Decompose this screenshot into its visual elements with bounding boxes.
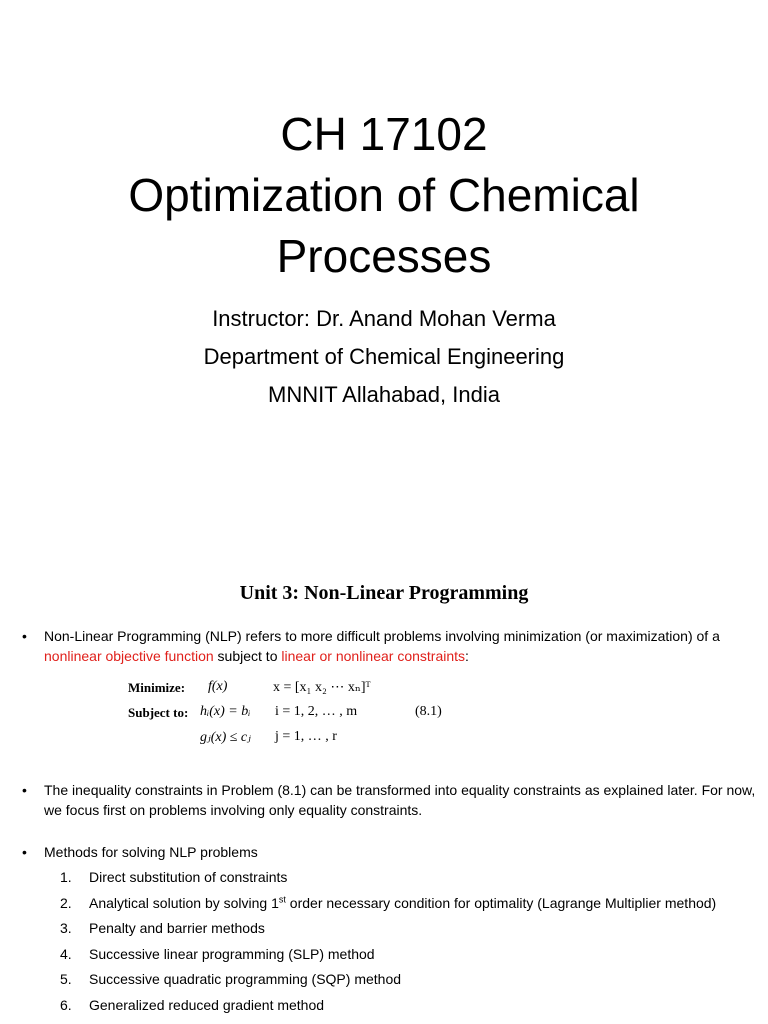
equality-constraint: hᵢ(x) = bᵢ xyxy=(200,704,251,719)
equality-range: i = 1, 2, … , m xyxy=(275,704,358,719)
content-slide xyxy=(0,512,768,1024)
equation-number: (8.1) xyxy=(415,704,442,719)
institute-line: MNNIT Allahabad, India xyxy=(268,382,500,407)
list-item-number: 4. xyxy=(60,946,72,962)
course-name-line-2: Processes xyxy=(276,230,492,282)
list-item-number: 3. xyxy=(60,920,72,936)
bullet-icon: • xyxy=(22,844,27,860)
objective-highlight: nonlinear objective function xyxy=(44,648,214,664)
bullet-icon: • xyxy=(22,628,27,644)
list-item-number: 2. xyxy=(60,895,72,911)
nlp-definition: Non-Linear Programming (NLP) refers to more difficult problems involving minimization (or maximization) of a nonlinear objective function subject to linear or nonlinear constraints: xyxy=(44,628,720,664)
nlp-formulation xyxy=(128,674,458,752)
decision-vector: x = [x₁ x₂ ⋯ xₙ]ᵀ xyxy=(273,680,371,695)
list-item-number: 5. xyxy=(60,971,72,987)
bullet-icon: • xyxy=(22,782,27,798)
list-item: Generalized reduced gradient method xyxy=(89,997,325,1013)
list-item: Analytical solution by solving 1st order necessary condition for optimality (Lagrange Multiplier method) xyxy=(89,894,717,911)
inequality-range: j = 1, … , r xyxy=(275,729,337,744)
list-item: Penalty and barrier methods xyxy=(89,920,265,936)
constraints-highlight: linear or nonlinear constraints xyxy=(281,648,466,664)
methods-heading: Methods for solving NLP problems xyxy=(44,844,258,860)
list-item-number: 6. xyxy=(60,997,72,1013)
inequality-constraint: gⱼ(x) ≤ cⱼ xyxy=(200,730,251,745)
department-line: Department of Chemical Engineering xyxy=(203,344,565,369)
objective-function: f(x) xyxy=(208,679,228,694)
instructor-line: Instructor: Dr. Anand Mohan Verma xyxy=(212,306,556,331)
course-title xyxy=(0,104,768,287)
minimize-label: Minimize: xyxy=(128,680,186,695)
inequality-note: The inequality constraints in Problem (8.1) can be transformed into equality constraints as explained later. For now, we focus first on problems involving only equality constraints. xyxy=(44,782,756,818)
subject-to-label: Subject to: xyxy=(128,705,189,720)
course-name-line-1: Optimization of Chemical xyxy=(128,169,640,221)
list-item: Successive quadratic programming (SQP) method xyxy=(89,971,402,987)
course-code: CH 17102 xyxy=(280,108,488,160)
list-item-number: 1. xyxy=(60,869,72,885)
list-item: Direct substitution of constraints xyxy=(89,869,288,885)
list-item: Successive linear programming (SLP) method xyxy=(89,946,375,962)
unit-title: Unit 3: Non-Linear Programming xyxy=(239,582,529,604)
